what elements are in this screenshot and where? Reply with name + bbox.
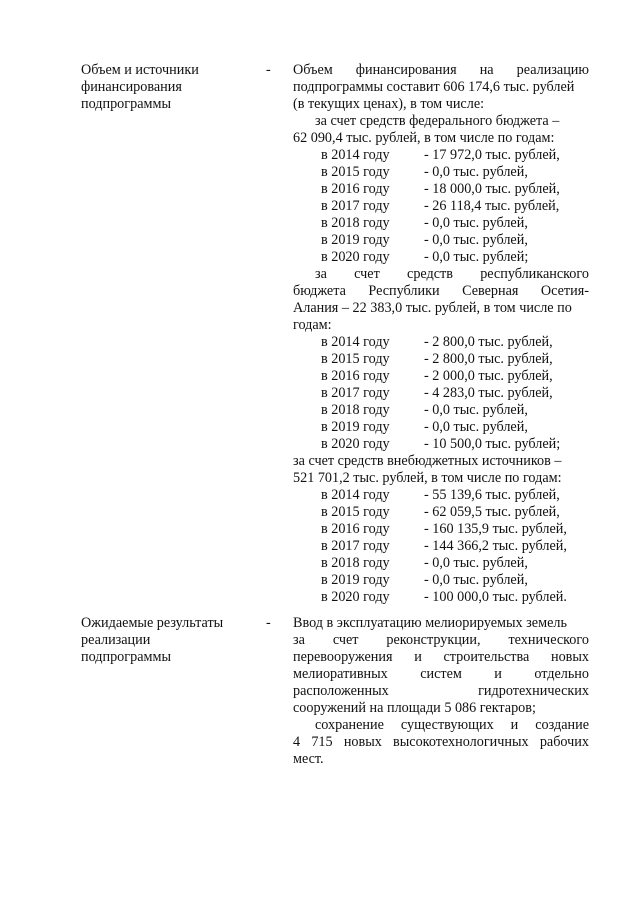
word: гидротехнических <box>478 683 589 699</box>
word: расположенных <box>293 683 389 699</box>
word: сохранение <box>315 717 384 733</box>
year-label: в 2017 году <box>321 385 390 401</box>
results-label <box>81 615 261 666</box>
federal-year-row <box>293 215 589 232</box>
word: реконструкции, <box>386 632 481 648</box>
word: счет <box>332 632 359 648</box>
text-line: подпрограммы составит 606 174,6 тыс. рублей <box>293 79 575 95</box>
federal-year-row <box>293 147 589 164</box>
year-amount: - 0,0 тыс. рублей, <box>424 555 528 571</box>
text-line: Алания – 22 383,0 тыс. рублей, в том числе по <box>293 300 572 316</box>
year-label: в 2020 году <box>321 436 390 452</box>
text-line <box>293 283 589 300</box>
year-label: в 2017 году <box>321 198 390 214</box>
year-amount: - 100 000,0 тыс. рублей. <box>424 589 567 605</box>
text-line: (в текущих ценах), в том числе: <box>293 96 485 112</box>
republic-year-row <box>293 436 589 453</box>
text-line: Ввод в эксплуатацию мелиорируемых земель <box>293 615 567 631</box>
word: технического <box>508 632 589 648</box>
year-amount: - 0,0 тыс. рублей, <box>424 572 528 588</box>
word: новых <box>343 734 382 750</box>
word: за <box>315 266 327 282</box>
federal-year-row <box>293 198 589 215</box>
federal-year-row <box>293 232 589 249</box>
republic-year-row <box>293 334 589 351</box>
year-amount: - 55 139,6 тыс. рублей, <box>424 487 560 503</box>
text-line <box>293 62 589 79</box>
year-amount: - 17 972,0 тыс. рублей, <box>424 147 560 163</box>
word: высокотехнологичных <box>393 734 529 750</box>
year-label: в 2016 году <box>321 368 390 384</box>
text-line: 521 701,2 тыс. рублей, в том числе по годам: <box>293 470 562 486</box>
word: рабочих <box>539 734 589 750</box>
word: бюджета <box>293 283 346 299</box>
word: и <box>414 649 422 665</box>
word: мелиоративных <box>293 666 388 682</box>
year-amount: - 0,0 тыс. рублей; <box>424 249 529 265</box>
year-label: в 2015 году <box>321 164 390 180</box>
word: перевооружения <box>293 649 393 665</box>
year-label: в 2015 году <box>321 504 390 520</box>
results-content <box>293 615 589 768</box>
text-line <box>293 666 589 683</box>
text-line <box>293 649 589 666</box>
year-amount: - 4 283,0 тыс. рублей, <box>424 385 553 401</box>
extra-year-row <box>293 521 589 538</box>
word: и <box>494 666 502 682</box>
year-label: в 2014 году <box>321 147 390 163</box>
republic-year-row <box>293 385 589 402</box>
extra-year-row <box>293 538 589 555</box>
year-amount: - 0,0 тыс. рублей, <box>424 164 528 180</box>
text-line <box>293 683 589 700</box>
federal-year-row <box>293 181 589 198</box>
extra-year-row <box>293 487 589 504</box>
label-line: подпрограммы <box>81 96 171 112</box>
year-label: в 2019 году <box>321 572 390 588</box>
year-label: в 2014 году <box>321 487 390 503</box>
word: финансирования <box>355 62 457 78</box>
word: строительства <box>443 649 530 665</box>
year-label: в 2015 году <box>321 351 390 367</box>
word: новых <box>550 649 589 665</box>
text-line: мест. <box>293 751 324 767</box>
year-amount: - 10 500,0 тыс. рублей; <box>424 436 561 452</box>
extra-heading: за счет средств внебюджетных источников – <box>293 453 562 469</box>
year-amount: - 2 000,0 тыс. рублей, <box>424 368 553 384</box>
extra-year-row <box>293 589 589 606</box>
extra-year-row <box>293 555 589 572</box>
year-amount: - 2 800,0 тыс. рублей, <box>424 334 553 350</box>
word: существующих <box>400 717 494 733</box>
word: создание <box>535 717 589 733</box>
text-line: годам: <box>293 317 332 333</box>
republic-year-row <box>293 368 589 385</box>
year-amount: - 144 366,2 тыс. рублей, <box>424 538 567 554</box>
year-label: в 2018 году <box>321 555 390 571</box>
year-label: в 2018 году <box>321 215 390 231</box>
word: Северная <box>462 283 519 299</box>
year-amount: - 62 059,5 тыс. рублей, <box>424 504 560 520</box>
republic-year-row <box>293 419 589 436</box>
word: средств <box>407 266 453 282</box>
year-amount: - 18 000,0 тыс. рублей, <box>424 181 560 197</box>
text-line: 62 090,4 тыс. рублей, в том числе по годам: <box>293 130 555 146</box>
year-amount: - 0,0 тыс. рублей, <box>424 232 528 248</box>
federal-year-row <box>293 164 589 181</box>
word: на <box>479 62 494 78</box>
republic-year-row <box>293 351 589 368</box>
word: 715 <box>311 734 333 750</box>
word: счет <box>354 266 380 282</box>
year-amount: - 26 118,4 тыс. рублей, <box>424 198 560 214</box>
year-label: в 2020 году <box>321 589 390 605</box>
year-label: в 2014 году <box>321 334 390 350</box>
extra-year-row <box>293 504 589 521</box>
year-label: в 2018 году <box>321 402 390 418</box>
separator-dash: - <box>266 62 271 78</box>
financing-label <box>81 62 261 113</box>
year-amount: - 160 135,9 тыс. рублей, <box>424 521 567 537</box>
year-label: в 2019 году <box>321 232 390 248</box>
federal-year-row <box>293 249 589 266</box>
year-label: в 2020 году <box>321 249 390 265</box>
year-amount: - 0,0 тыс. рублей, <box>424 215 528 231</box>
extra-year-row <box>293 572 589 589</box>
word: Республики <box>368 283 440 299</box>
year-label: в 2017 году <box>321 538 390 554</box>
year-amount: - 0,0 тыс. рублей, <box>424 419 528 435</box>
year-label: в 2016 году <box>321 181 390 197</box>
label-line: финансирования <box>81 79 182 95</box>
year-label: в 2019 году <box>321 419 390 435</box>
label-line: Объем и источники <box>81 62 199 78</box>
word: систем <box>420 666 462 682</box>
year-label: в 2016 году <box>321 521 390 537</box>
word: отдельно <box>534 666 589 682</box>
word: Осетия- <box>540 283 589 299</box>
word: реализацию <box>516 62 589 78</box>
text-line: сооружений на площади 5 086 гектаров; <box>293 700 536 716</box>
financing-content <box>293 62 589 606</box>
label-line: подпрограммы <box>81 649 171 665</box>
year-amount: - 2 800,0 тыс. рублей, <box>424 351 553 367</box>
word: республиканского <box>480 266 589 282</box>
text-line <box>293 734 589 751</box>
word: 4 <box>293 734 301 750</box>
text-line <box>293 717 589 734</box>
word: за <box>293 632 305 648</box>
republic-year-row <box>293 402 589 419</box>
label-line: реализации <box>81 632 151 648</box>
word: и <box>510 717 519 733</box>
label-line: Ожидаемые результаты <box>81 615 224 631</box>
republic-heading <box>293 266 589 283</box>
federal-heading: за счет средств федерального бюджета – <box>315 113 560 129</box>
year-amount: - 0,0 тыс. рублей, <box>424 402 528 418</box>
text-line <box>293 632 589 649</box>
word: Объем <box>293 62 333 78</box>
separator-dash: - <box>266 615 271 631</box>
